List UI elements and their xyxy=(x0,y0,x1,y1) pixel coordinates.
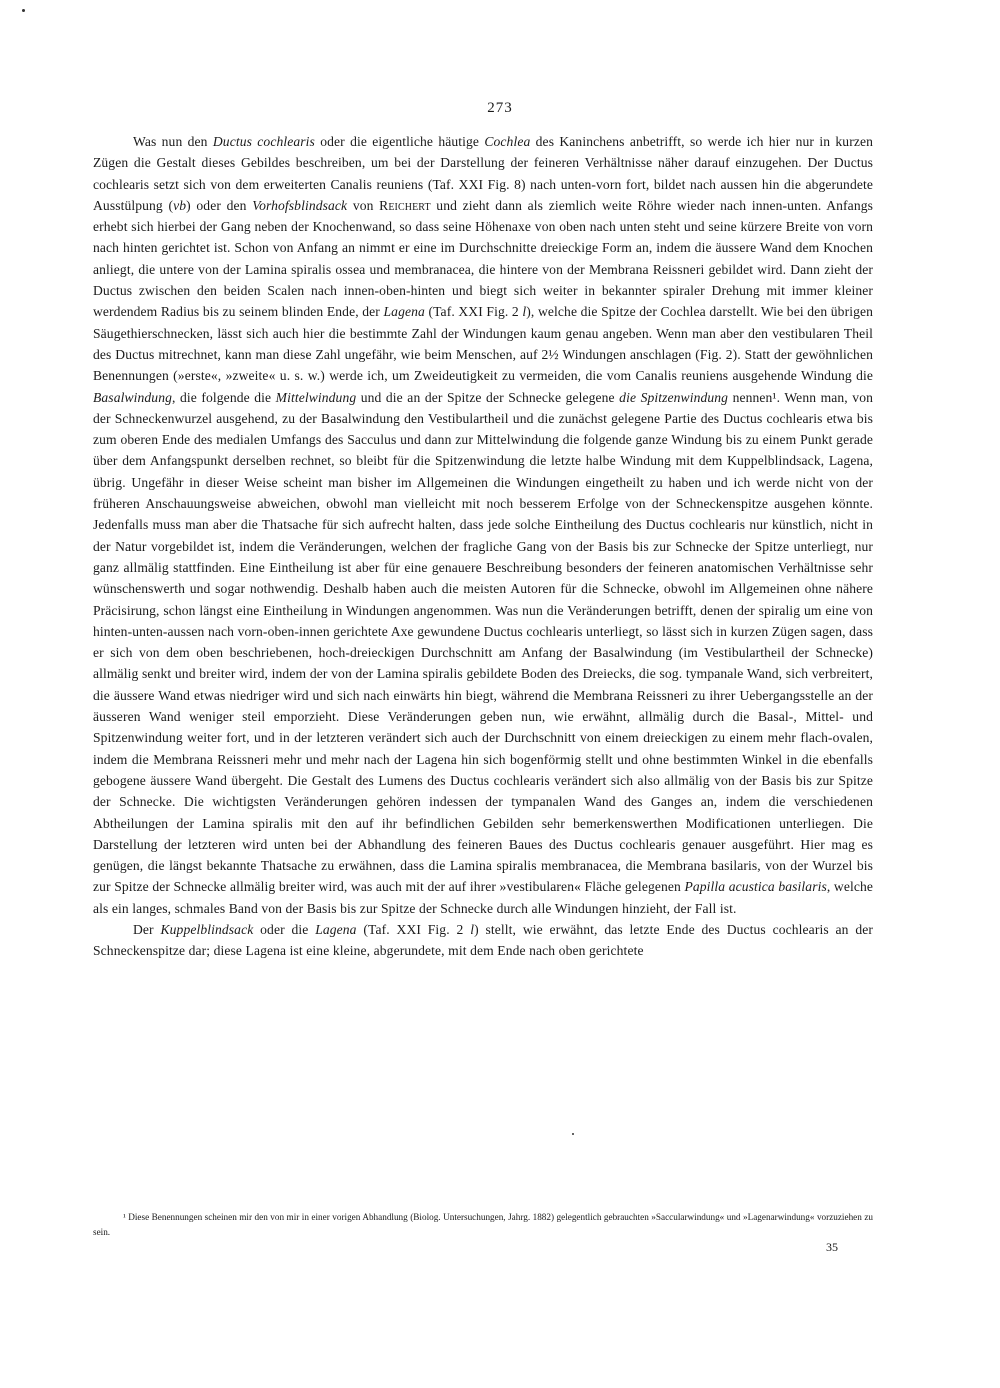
italic-term: Mittelwindung xyxy=(275,389,357,405)
signature-mark: 35 xyxy=(826,1240,838,1254)
text-run: Was nun den xyxy=(133,134,213,149)
body-text xyxy=(93,131,873,962)
text-run: (Taf. XXI Fig. 2 xyxy=(356,921,471,937)
italic-term: Cochlea xyxy=(484,134,531,149)
text-run: (Taf. XXI Fig. 2 xyxy=(424,304,523,320)
text-run: , welche als ein langes, schmales Band von der Basis bis zur Spitze der Schnecke durch alle Windungen hinzieht, der Fall ist. xyxy=(93,879,873,916)
print-speck xyxy=(22,9,25,12)
paragraph xyxy=(93,131,873,919)
italic-term: Basalwindung xyxy=(93,389,172,405)
paragraph xyxy=(93,919,873,962)
text-run: und die an der Spitze der Schnecke gelegene xyxy=(356,389,620,405)
italic-term: Lagena xyxy=(383,304,425,320)
text-run: ) stellt, wie erwähnt, das letzte Ende des Ductus cochlearis an der Schneckenspitze dar; diese Lagena ist eine kleine, abgerundete, mit dem Ende nach oben gerichtete xyxy=(93,921,873,959)
author-name: Reichert xyxy=(379,197,431,213)
text-run: oder die eigentliche häutige xyxy=(314,134,485,149)
italic-term: die Spitzenwindung xyxy=(619,389,729,405)
italic-term: Papilla acustica basilaris xyxy=(684,879,827,895)
text-run: , die folgende die xyxy=(172,389,276,405)
text-run: des Kaninchens anbetrifft, so werde ich hier nur in kurzen Zügen die Gestalt dieses Gebildes beschreiben, um bei der Darstellung der feineren Verhältnisse näher darauf einzugehen. Der Ductus cochlearis setzt sich von dem erweiterten Canalis reuniens (Taf. XXI Fig. 8) nach unten-vorn fort, bildet nach aussen hin die abgerundete Ausstülpung ( xyxy=(93,134,873,213)
footnote: ¹ Diese Benennungen scheinen mir den von mir in einer vorigen Abhandlung (Biolog. Untersuchungen, Jahrg. 1882) gelegentlich gebrauchten »Saccularwindung« und »Lagenarwindung« vorzuziehen zu sein. xyxy=(93,1212,873,1237)
italic-term: Kuppelblindsack xyxy=(160,921,254,937)
text-run: von xyxy=(347,197,380,213)
italic-term: vb xyxy=(173,197,187,213)
italic-term: l xyxy=(470,921,475,937)
text-run: ) oder den xyxy=(186,197,253,213)
italic-term: l xyxy=(522,304,527,320)
text-run: nennen¹. Wenn man, von der Schneckenwurzel ausgehend, zu der Basalwindung den Vestibulartheil und die zunächst gelegene Partie des Ductus cochlearis etwa bis zum oberen Ende des medialen Umfangs des Sacculus und dann zur Mittelwindung die folgende ganze Windung bis zu einem Punkt gerade über dem Anfangspunkt derselben rechnet, so bleibt für die Spitzenwindung die letzte halbe Windung mit dem Kuppelblindsack, Lagena, übrig. Ungefähr in dieser Weise scheint man bisher im Allgemeinen die Windungen eingetheilt zu haben und ich werde nicht von der früheren Anschauungsweise abweichen, obwohl man vielleicht mit noch besserem Erfolge von der Schneckenspitze ausgehen könnte. Jedenfalls muss man aber die Thatsache für sich aufrecht halten, dass jede solche Eintheilung des Ductus cochlearis nur künstlich, nicht in der Natur vorgebildet ist, indem die Veränderungen, welchen der fragliche Gang von der Basis bis zur Schnecke der Spitze unterliegt, nur ganz allmälig stattfinden. Eine Eintheilung ist aber für eine genauere Beschreibung besonders der feineren anatomischen Verhältnisse sehr wünschenswerth und sogar nothwendig. Deshalb haben auch die meisten Autoren für die Schnecke, obwohl im Allgemeinen ohne nähere Präcisirung, schon längst eine Eintheilung in Windungen angenommen. Was nun die Veränderungen betrifft, denen der spiralig um eine von hinten-unten-aussen nach vorn-oben-innen gerichtete Axe gewundene Ductus cochlearis unterliegt, so lässt sich in kurzen Zügen sagen, dass er sich von dem oben beschriebenen, hoch-dreieckigen Durchschnitt am Anfang der Basalwindung (im Vestibulartheil der Schnecke) allmälig senkt und breiter wird, indem der von der Lamina spiralis gebildete Boden des Dreiecks, die sog. tympanale Wand, sich verbreitert, die äussere Wand etwas niedriger wird und sich nach einwärts hin biegt, während die Membrana Reissneri zu ihrer Uebergangsstelle an der äusseren Wand weniger steil emporzieht. Diese Veränderungen geben nun, wie erwähnt, allmälig durch die Basal-, Mittel- und Spitzenwindung weiter fort, und in der letzteren verändert sich auch der Durchschnitt von einem dreieckigen zu einem mehr flach-ovalen, indem die Membrana Reissneri mehr und mehr nach der Lagena hin sich bogenförmig stellt und ohne bestimmten Winkel in die ebenfalls gebogene äussere Wand übergeht. Die Gestalt des Lumens des Ductus cochlearis verändert sich also allmälig von der Basis bis zur Spitze der Schnecke. Die wichtigsten Veränderungen gehören indessen der tympanalen Wand des Ganges an, indem die verschiedenen Abtheilungen der Lamina spiralis mit den auf ihr befindlichen Gebilden sehr bemerkenswerthen Modificationen unterliegen. Die Darstellung der letzteren wird unten bei der Abhandlung des feineren Baues des Ductus cochlearis genauer ausgeführt. Hier mag es genügen, die längst bekannte Thatsache zu erwähnen, dass die Lamina spiralis membranacea, die Membrana basilaris, von der Wurzel bis zur Spitze der Schnecke allmälig breiter wird, was auch mit der auf ihrer »vestibularen« Fläche gelegenen xyxy=(93,389,873,895)
page-number: 273 xyxy=(487,100,513,116)
italic-term: Vorhofsblindsack xyxy=(252,197,348,213)
text-run: und zieht dann als ziemlich weite Röhre wieder nach innen-unten. Anfangs erhebt sich hierbei der Gang neben der Knochenwand, so dass seine Höhenaxe von oben nach unten steht und seine kürzere Breite von vorn nach hinten gerichtet ist. Schon von Anfang an nimmt er eine im Durchschnitte dreieckige Form an, indem die äussere Wand dem Knochen anliegt, die untere von der Lamina spiralis ossea und membranacea, die hintere von der Membrana Reissneri gebildet wird. Dann zieht der Ductus zwischen den beiden Scalen nach innen-oben-hinten und biegt sich weiter in bekannter spiraler Drehung mit immer kleiner werdendem Radius bis zu seinem blinden Ende, der xyxy=(93,197,873,320)
italic-term: Lagena xyxy=(315,921,357,937)
italic-term: Ductus cochlearis xyxy=(212,134,315,149)
print-speck xyxy=(572,1133,574,1135)
text-run: ), welche die Spitze der Cochlea darstellt. Wie bei den übrigen Säugethierschnecken, lässt sich auch hier die bestimmte Zahl der Windungen kaum genau angeben. Wenn man aber den vestibularen Theil des Ductus mitrechnet, kann man diese Zahl ungefähr, wie beim Menschen, auf 2½ Windungen anschlagen (Fig. 2). Statt der gewöhnlichen Benennungen (»erste«, »zweite« u. s. w.) werde ich, um Zweideutigkeit zu vermeiden, die vom Canalis reuniens ausgehende Windung die xyxy=(93,304,874,384)
text-run: Der xyxy=(133,921,161,937)
text-run: oder die xyxy=(253,921,316,937)
